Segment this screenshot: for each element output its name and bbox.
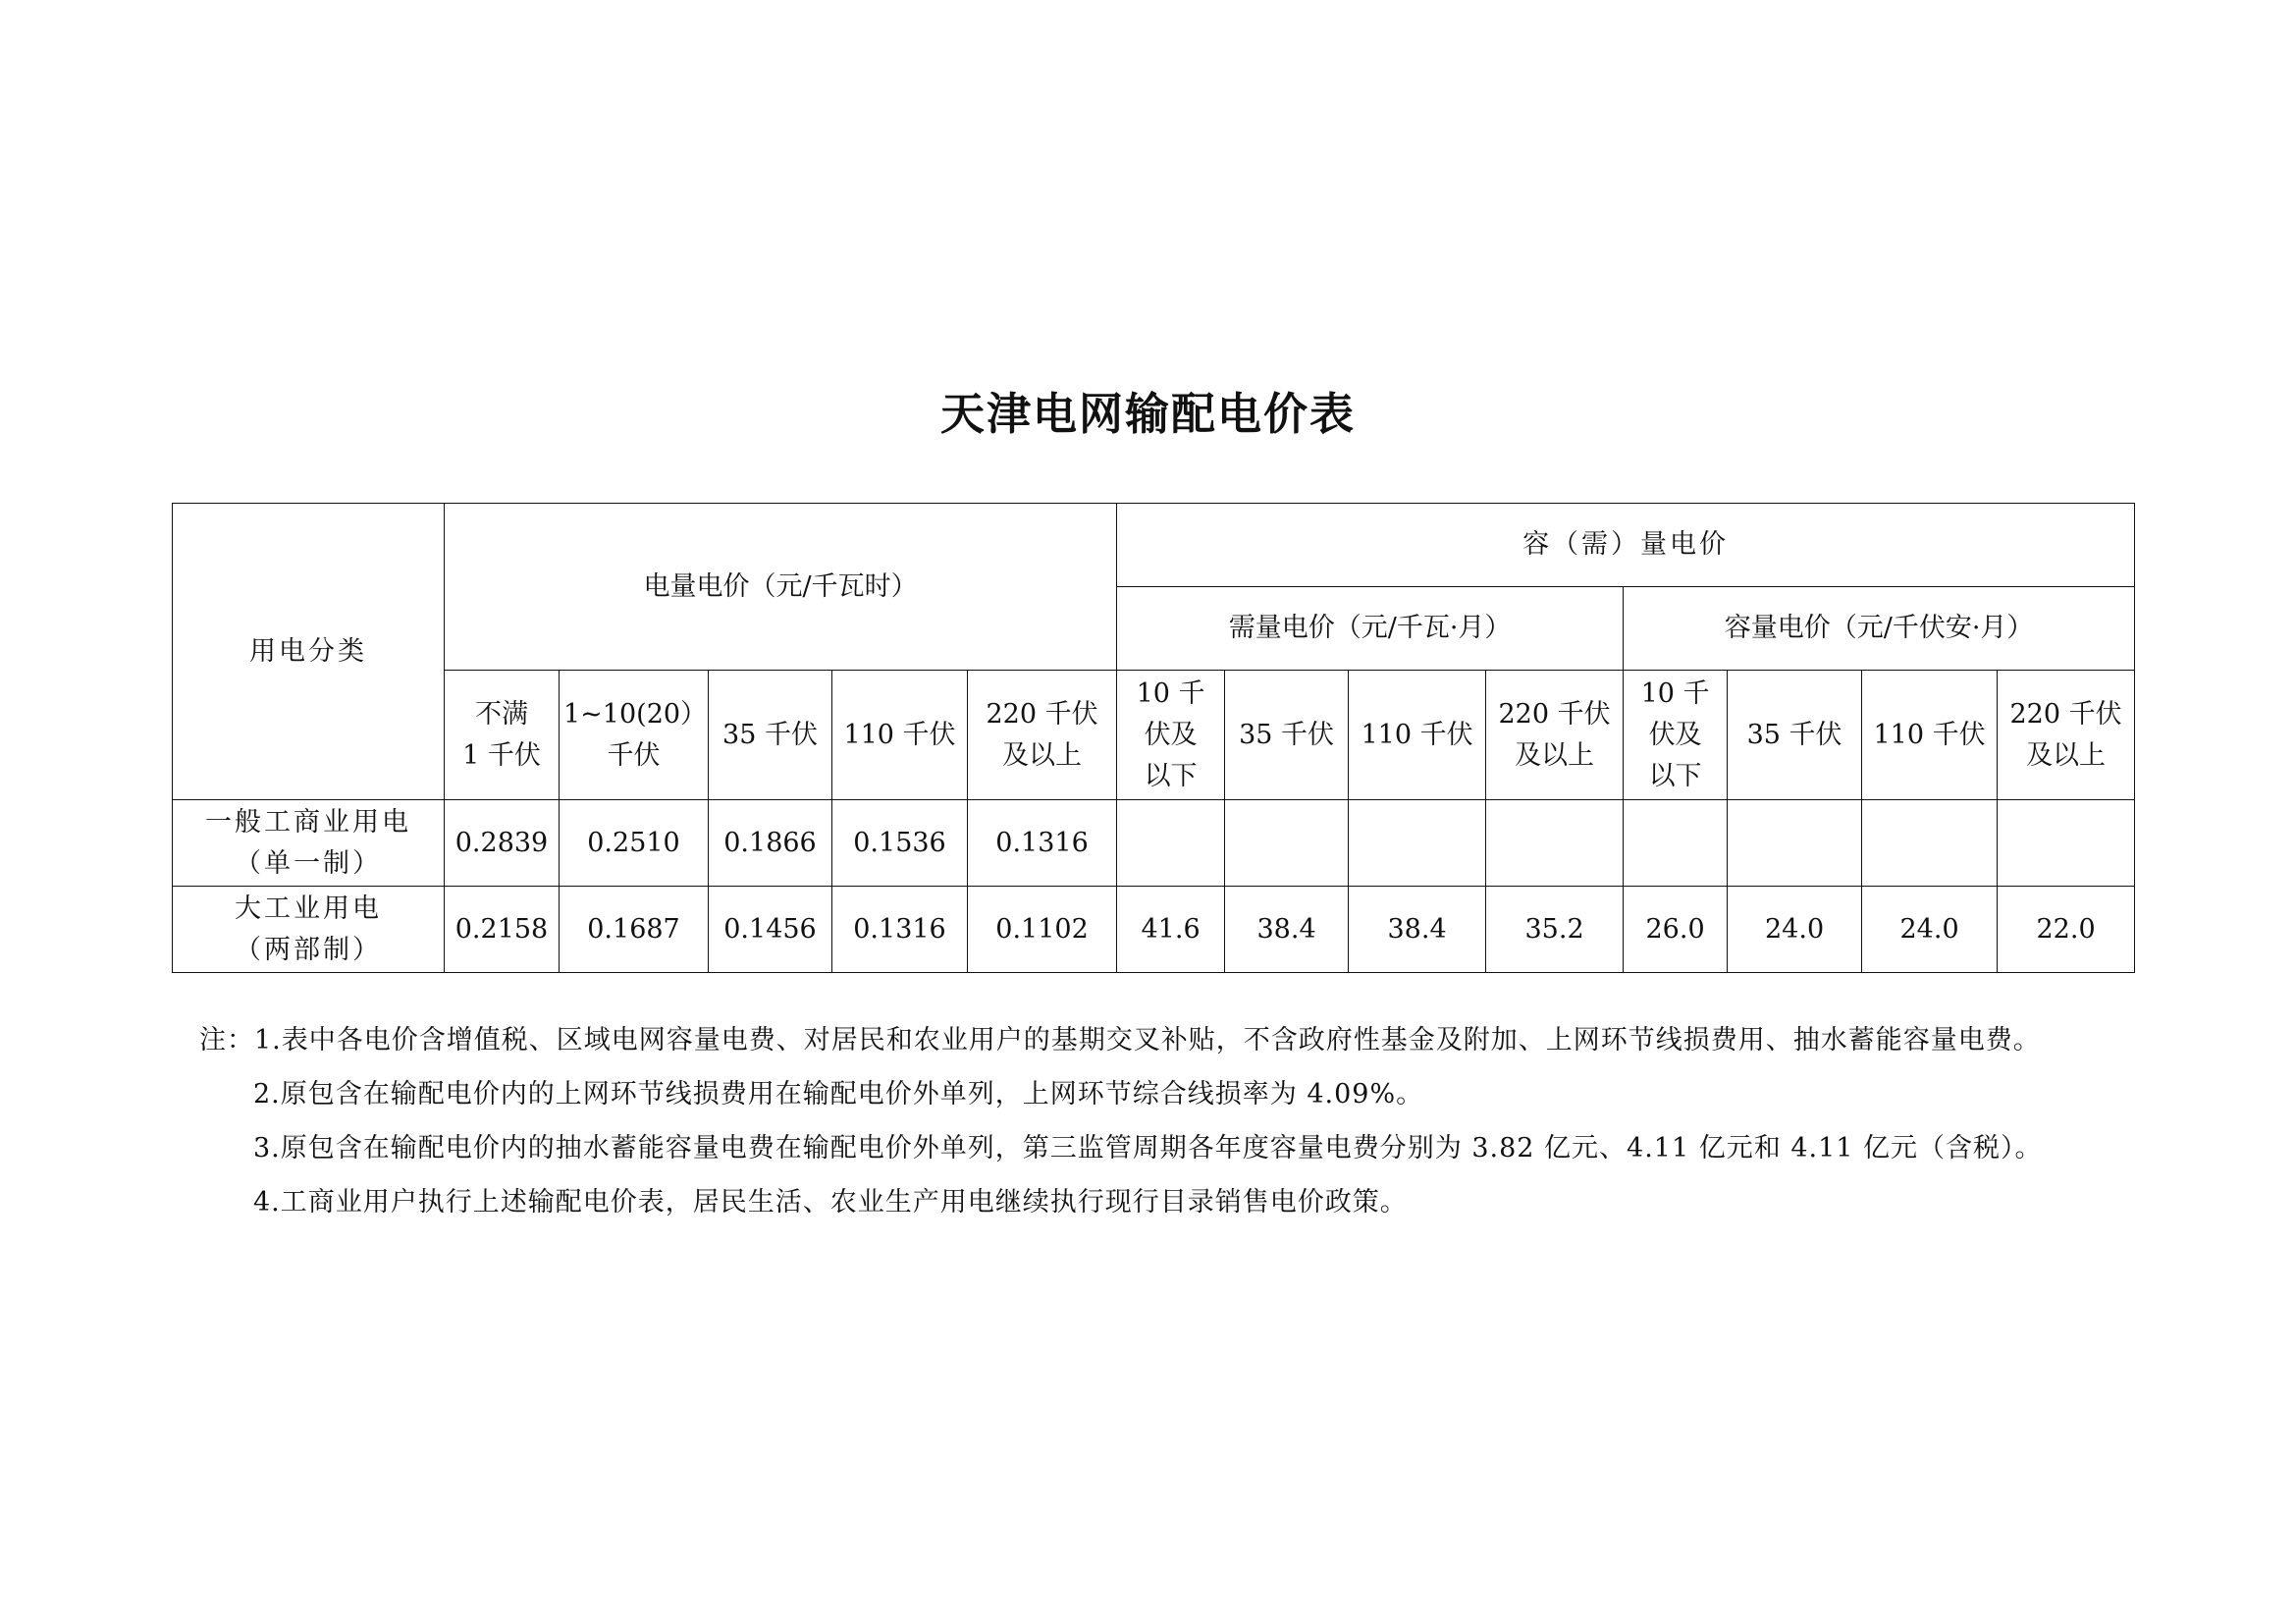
energy-price-cell: 0.1456 <box>709 887 832 973</box>
capacity-price-cell: 26.0 <box>1624 887 1728 973</box>
demand-price-cell <box>1349 800 1486 887</box>
header-capacity-demand-price: 容（需）量电价 <box>1117 504 2135 587</box>
energy-price-cell: 0.1316 <box>968 800 1117 887</box>
row-category: 一般工商业用电 （单一制） <box>173 800 445 887</box>
table-row <box>173 800 2135 887</box>
header-category: 用电分类 <box>173 504 445 800</box>
row-category: 大工业用电 （两部制） <box>173 887 445 973</box>
energy-level-header: 1~10(20） 千伏 <box>560 671 709 800</box>
note-item: 注：1.表中各电价含增值税、区域电网容量电费、对居民和农业用户的基期交叉补贴，不含政府性基金及附加、上网环节线损费用、抽水蓄能容量电费。 <box>199 1025 2041 1056</box>
header-capacity-price: 容量电价（元/千伏安·月） <box>1624 587 2135 671</box>
energy-level-header: 35 千伏 <box>709 671 832 800</box>
capacity-price-cell: 22.0 <box>1998 887 2135 973</box>
capacity-price-cell <box>1862 800 1998 887</box>
demand-price-cell <box>1486 800 1624 887</box>
table-row <box>173 887 2135 973</box>
demand-price-cell: 38.4 <box>1349 887 1486 973</box>
demand-level-header: 10 千 伏及 以下 <box>1117 671 1225 800</box>
energy-price-cell: 0.2158 <box>445 887 560 973</box>
energy-price-cell: 0.2839 <box>445 800 560 887</box>
note-item: 4.工商业用户执行上述输配电价表，居民生活、农业生产用电继续执行现行目录销售电价政策。 <box>253 1187 1408 1218</box>
header-energy-price: 电量电价（元/千瓦时） <box>445 504 1117 671</box>
header-demand-price: 需量电价（元/千瓦·月） <box>1117 587 1624 671</box>
energy-level-header: 220 千伏 及以上 <box>968 671 1117 800</box>
notes <box>199 1013 2182 1229</box>
energy-price-cell: 0.1102 <box>968 887 1117 973</box>
energy-price-cell: 0.1866 <box>709 800 832 887</box>
capacity-price-cell: 24.0 <box>1728 887 1862 973</box>
page-title: 天津电网输配电价表 <box>939 388 1356 440</box>
energy-price-cell: 0.1687 <box>560 887 709 973</box>
tariff-table <box>172 503 2135 973</box>
voltage-level-row <box>173 671 2135 800</box>
demand-price-cell: 41.6 <box>1117 887 1225 973</box>
energy-price-cell: 0.1316 <box>832 887 968 973</box>
capacity-level-header: 110 千伏 <box>1862 671 1998 800</box>
note-item: 3.原包含在输配电价内的抽水蓄能容量电费在输配电价外单列，第三监管周期各年度容量电费分别为 3.82 亿元、4.11 亿元和 4.11 亿元（含税）。 <box>253 1133 2043 1164</box>
note-item: 2.原包含在输配电价内的上网环节线损费用在输配电价外单列，上网环节综合线损率为 4.09%。 <box>253 1079 1424 1110</box>
demand-price-cell <box>1117 800 1225 887</box>
demand-price-cell <box>1225 800 1349 887</box>
energy-level-header: 不满 1 千伏 <box>445 671 560 800</box>
energy-price-cell: 0.2510 <box>560 800 709 887</box>
capacity-price-cell <box>1998 800 2135 887</box>
energy-level-header: 110 千伏 <box>832 671 968 800</box>
capacity-level-header: 35 千伏 <box>1728 671 1862 800</box>
capacity-price-cell <box>1728 800 1862 887</box>
capacity-level-header: 220 千伏 及以上 <box>1998 671 2135 800</box>
demand-level-header: 110 千伏 <box>1349 671 1486 800</box>
energy-price-cell: 0.1536 <box>832 800 968 887</box>
capacity-price-cell <box>1624 800 1728 887</box>
demand-level-header: 35 千伏 <box>1225 671 1349 800</box>
capacity-price-cell: 24.0 <box>1862 887 1998 973</box>
demand-level-header: 220 千伏 及以上 <box>1486 671 1624 800</box>
demand-price-cell: 38.4 <box>1225 887 1349 973</box>
capacity-level-header: 10 千 伏及 以下 <box>1624 671 1728 800</box>
demand-price-cell: 35.2 <box>1486 887 1624 973</box>
